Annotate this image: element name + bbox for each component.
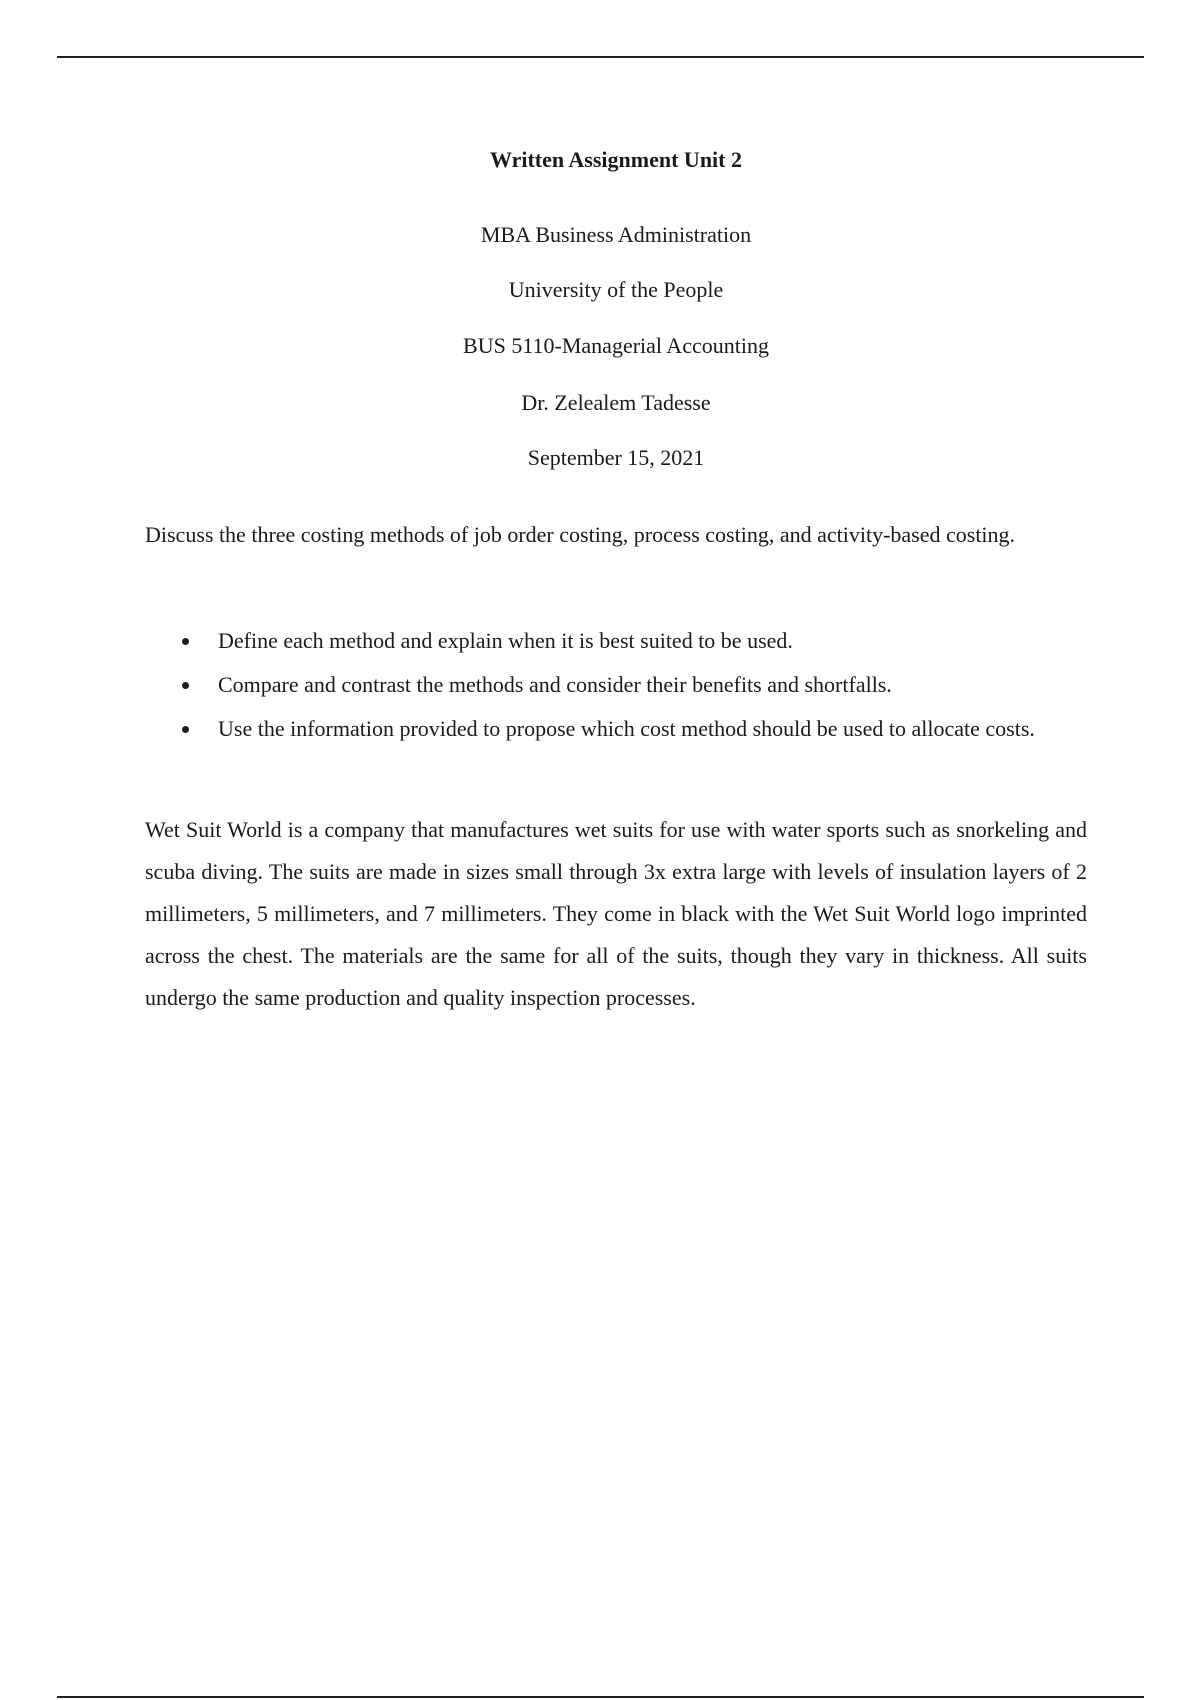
list-item: [145, 620, 1087, 662]
bullet-icon: [182, 682, 189, 689]
scenario-paragraph: Wet Suit World is a company that manufactures wet suits for use with water sports such as snorkeling and scuba diving. The suits are made in sizes small through 3x extra large with levels of insulation layers of 2 millimeters, 5 millimeters, and 7 millimeters. They come in black with the Wet Suit World logo imprinted across the chest. The materials are the same for all of the suits, though they vary in thickness. All suits undergo the same production and quality inspection processes.: [145, 817, 1087, 1010]
assignment-prompt: Discuss the three costing methods of job order costing, process costing, and activity-based costing.: [145, 522, 1016, 547]
list-item-text: Define each method and explain when it is best suited to be used.: [218, 628, 793, 653]
program-line: MBA Business Administration: [480, 222, 752, 247]
course-line: BUS 5110-Managerial Accounting: [463, 333, 769, 358]
document-title: Written Assignment Unit 2: [490, 147, 742, 172]
list-item-text: Use the information provided to propose which cost method should be used to allocate costs.: [218, 716, 1035, 741]
top-rule: [57, 56, 1144, 58]
date-line: September 15, 2021: [527, 445, 705, 470]
list-item: [145, 708, 1087, 750]
bottom-rule: [57, 1696, 1144, 1698]
bullet-icon: [182, 726, 189, 733]
list-item-text: Compare and contrast the methods and consider their benefits and shortfalls.: [218, 672, 892, 697]
list-item: [145, 664, 1087, 706]
instructor-line: Dr. Zelealem Tadesse: [521, 390, 711, 415]
requirements-list: [145, 620, 1087, 750]
university-line: University of the People: [508, 277, 724, 302]
bullet-icon: [182, 638, 189, 645]
